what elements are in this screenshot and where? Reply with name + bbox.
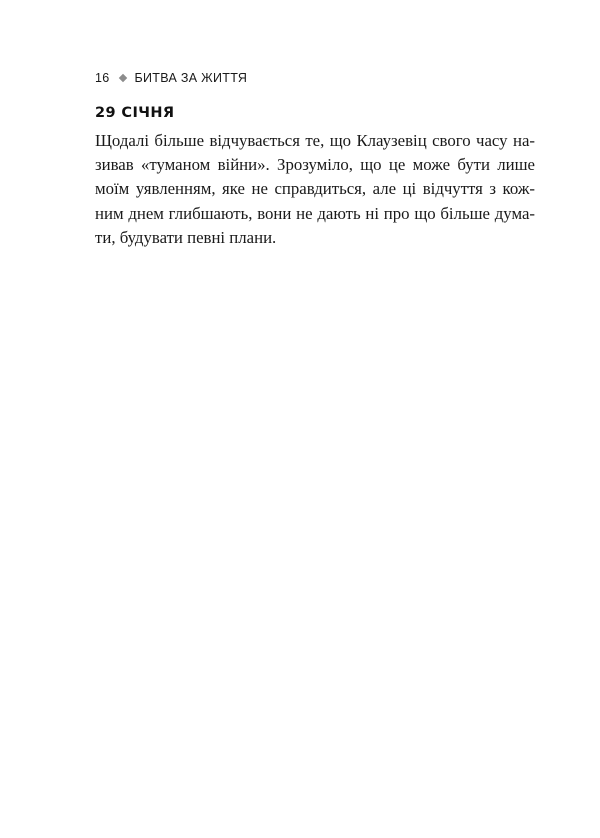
page-number: 16 — [95, 71, 110, 85]
diamond-separator-icon — [118, 74, 126, 82]
paragraph-line: зивав «туманом війни». Зрозуміло, що це може бути лише — [95, 155, 535, 175]
paragraph-line: ним днем глибшають, вони не дають ні про що більше дума- — [95, 203, 535, 223]
paragraph-line: Щодалі більше відчувається те, що Клаузевіц свого часу на- — [95, 131, 535, 150]
book-title: БИТВА ЗА ЖИТТЯ — [134, 71, 248, 85]
paragraph-line: моїм уявленням, яке не справдиться, але ці відчуття з кож- — [95, 179, 535, 199]
paragraph-line: ти, будувати певні плани. — [95, 227, 277, 247]
running-header — [95, 71, 247, 85]
entry-date-heading: 29 СІЧНЯ — [95, 105, 175, 121]
body-paragraph — [95, 129, 535, 250]
